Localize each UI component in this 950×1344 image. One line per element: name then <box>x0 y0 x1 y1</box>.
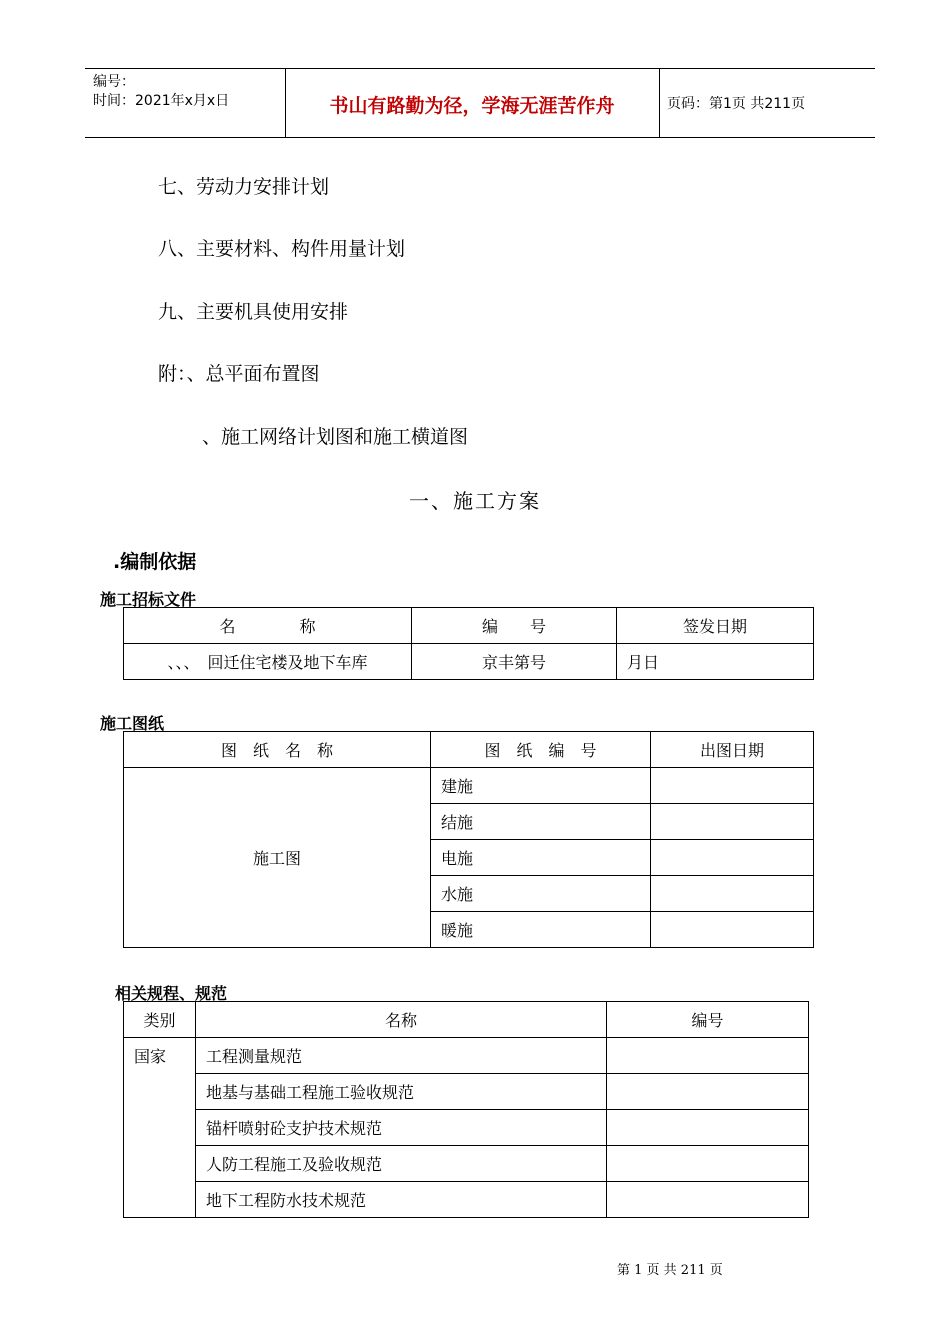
page-info: 页码：第1页 共211页 <box>667 96 806 112</box>
drawings-title: 施工图纸 <box>100 714 165 733</box>
table-cell <box>651 768 814 804</box>
header-cell: 名称 <box>196 1002 607 1038</box>
header-divider <box>659 69 660 137</box>
bid-docs-title: 施工招标文件 <box>100 590 197 609</box>
table-cell: 月日 <box>617 644 814 680</box>
time-label: 时间：2021年x月x日 <box>93 93 230 109</box>
table-cell <box>607 1038 809 1074</box>
table-header-row <box>124 1002 809 1038</box>
basis-title: .编制依据 <box>113 551 197 573</box>
table-cell: 、、、 回迁住宅楼及地下车库 <box>124 644 412 680</box>
table-row <box>124 1146 809 1182</box>
header-meta <box>93 73 229 111</box>
table-header-row <box>124 608 814 644</box>
table-row <box>124 644 814 680</box>
header-cell: 图 纸 名 称 <box>124 732 431 768</box>
drawing-name-cell: 施工图 <box>124 768 431 948</box>
table-row <box>124 1074 809 1110</box>
table-cell <box>607 1146 809 1182</box>
category-cell: 国家 <box>124 1038 196 1218</box>
toc-item-8: 八、主要材料、构件用量计划 <box>158 238 406 260</box>
table-cell: 地下工程防水技术规范 <box>196 1182 607 1218</box>
table-cell: 水施 <box>431 876 651 912</box>
header-cell: 名 称 <box>124 608 412 644</box>
header-cell: 签发日期 <box>617 608 814 644</box>
table-cell <box>607 1182 809 1218</box>
header-cell: 编 号 <box>412 608 617 644</box>
toc-appendix-1: 附：、总平面布置图 <box>158 363 320 385</box>
bid-docs-table <box>123 607 814 680</box>
table-cell: 暖施 <box>431 912 651 948</box>
drawings-table <box>123 731 814 948</box>
table-cell <box>651 876 814 912</box>
table-cell <box>651 912 814 948</box>
table-cell: 地基与基础工程施工验收规范 <box>196 1074 607 1110</box>
header-cell: 类别 <box>124 1002 196 1038</box>
header-cell: 出图日期 <box>651 732 814 768</box>
header-cell: 编号 <box>607 1002 809 1038</box>
table-cell: 电施 <box>431 840 651 876</box>
standards-title: 相关规程、规范 <box>115 984 228 1003</box>
table-row <box>124 1038 809 1074</box>
motto: 书山有路勤为径，学海无涯苦作舟 <box>329 95 615 117</box>
table-row <box>124 768 814 804</box>
section-title: 一、施工方案 <box>409 489 541 513</box>
standards-table <box>123 1001 809 1218</box>
table-row <box>124 1182 809 1218</box>
table-cell: 锚杆喷射砼支护技术规范 <box>196 1110 607 1146</box>
toc-item-7: 七、劳动力安排计划 <box>158 176 330 198</box>
table-cell: 建施 <box>431 768 651 804</box>
table-cell: 结施 <box>431 804 651 840</box>
table-row <box>124 1110 809 1146</box>
table-cell <box>607 1074 809 1110</box>
table-cell: 京丰第号 <box>412 644 617 680</box>
table-cell: 人防工程施工及验收规范 <box>196 1146 607 1182</box>
toc-appendix-2: 、施工网络计划图和施工横道图 <box>202 426 469 448</box>
document-header <box>85 68 875 138</box>
table-cell <box>607 1110 809 1146</box>
page-footer: 第 1 页 共 211 页 <box>617 1263 723 1278</box>
table-header-row <box>124 732 814 768</box>
header-cell: 图 纸 编 号 <box>431 732 651 768</box>
toc-item-9: 九、主要机具使用安排 <box>158 301 349 323</box>
table-cell <box>651 804 814 840</box>
table-cell <box>651 840 814 876</box>
number-label: 编号： <box>93 74 135 90</box>
table-cell: 工程测量规范 <box>196 1038 607 1074</box>
